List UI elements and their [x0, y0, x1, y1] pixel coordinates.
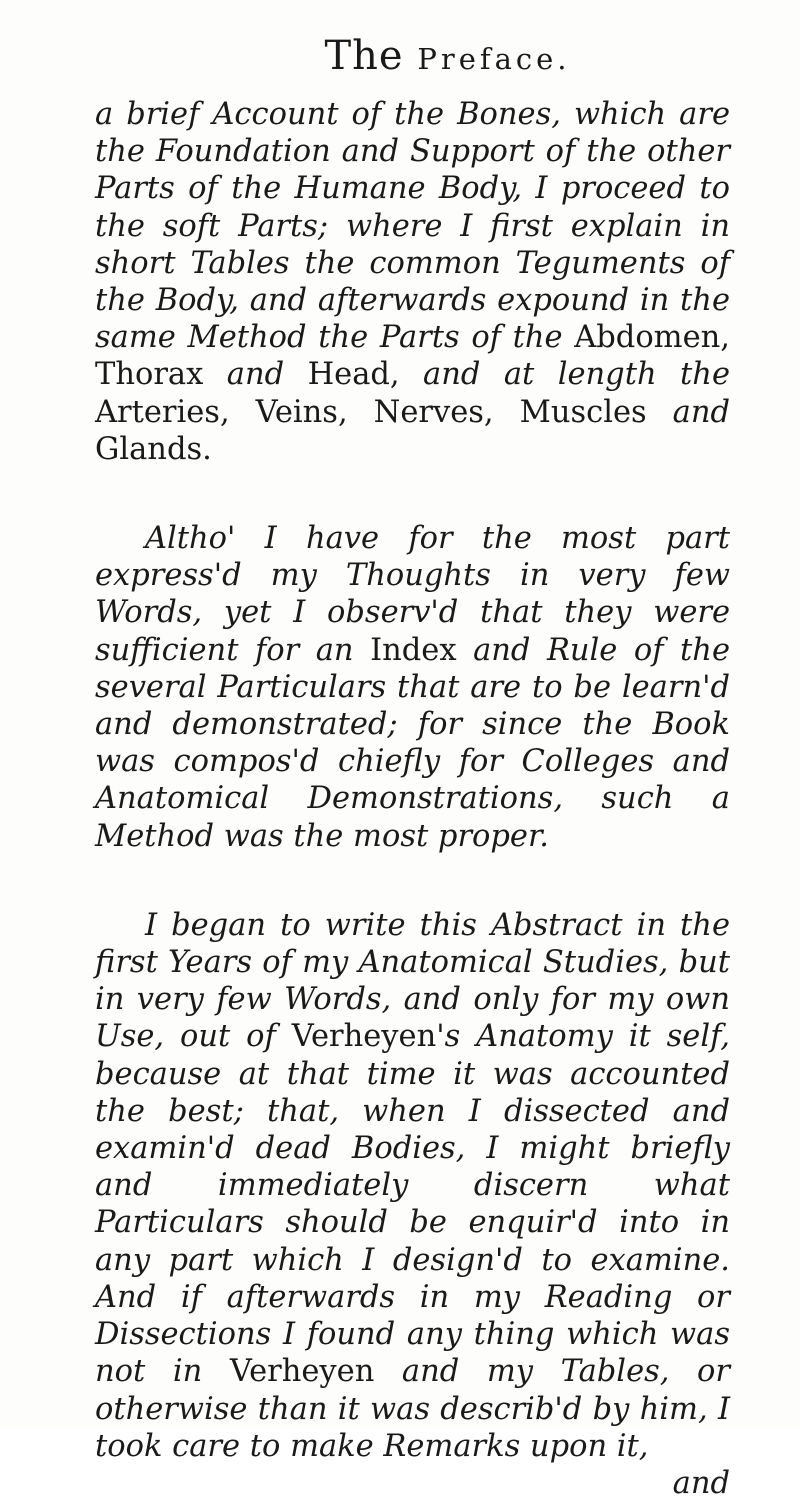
paragraph-3 [95, 907, 730, 1465]
text-run: and my Tables, or otherwise than it was describ'd by him, I took care to make Remarks upon it, [95, 1354, 730, 1464]
catchword: and [672, 1465, 730, 1501]
running-head [95, 0, 730, 96]
paragraph-gap [95, 468, 730, 520]
text-run: and Rule of the several Particulars that are to be learn'd and demonstrated; for since the Book was compos'd chiefly for Colleges and Anatomical Demonstrations, such a Method was the most proper. [95, 632, 730, 854]
text-run: Altho' I have for the most part express'd my Thoughts in very few Words, yet I observ'd that they were sufficient for an [95, 521, 730, 668]
text-run: 's Anatomy it self, because at that time it was accounted the best; that, when I dissected and examin'd dead Bodies, I might briefly and immediately discern what Particulars should be enquir'd into in any part which I design'd to examine. And if afterwards in my Reading or Dissections I found any thing which was not in [95, 1019, 730, 1390]
text-run: I began to write this Abstract in the first Years of my Anatomical Studies, but in very few Words, and only for my own Use, out of [95, 907, 730, 1055]
paragraph-1 [95, 96, 730, 468]
running-head-first: The [324, 33, 404, 79]
text-run: Verheyen [229, 1354, 375, 1390]
text-run: Arteries, Veins, Nerves, Muscles [95, 394, 647, 430]
text-run: Abdomen, Thorax [95, 320, 730, 393]
text-run: and [203, 357, 308, 393]
text-run: and [646, 394, 730, 430]
text-run: a brief Account of the Bones, which are the Foundation and Support of the other Parts of the Humane Body, I proceed to the soft Parts; where I first explain in short Tables the common Teguments of the Body, and afterwards expound in the same Method the Parts of the [95, 97, 730, 356]
text-run: Head, [307, 357, 400, 393]
paragraph-gap [95, 855, 730, 907]
text-run: and at length the [399, 357, 730, 393]
text-run: Glands. [95, 431, 212, 467]
running-head-rest: Preface. [417, 42, 571, 76]
text-run: Index [370, 632, 457, 668]
paragraph-2 [95, 520, 730, 855]
text-run: Verheyen [291, 1019, 437, 1055]
